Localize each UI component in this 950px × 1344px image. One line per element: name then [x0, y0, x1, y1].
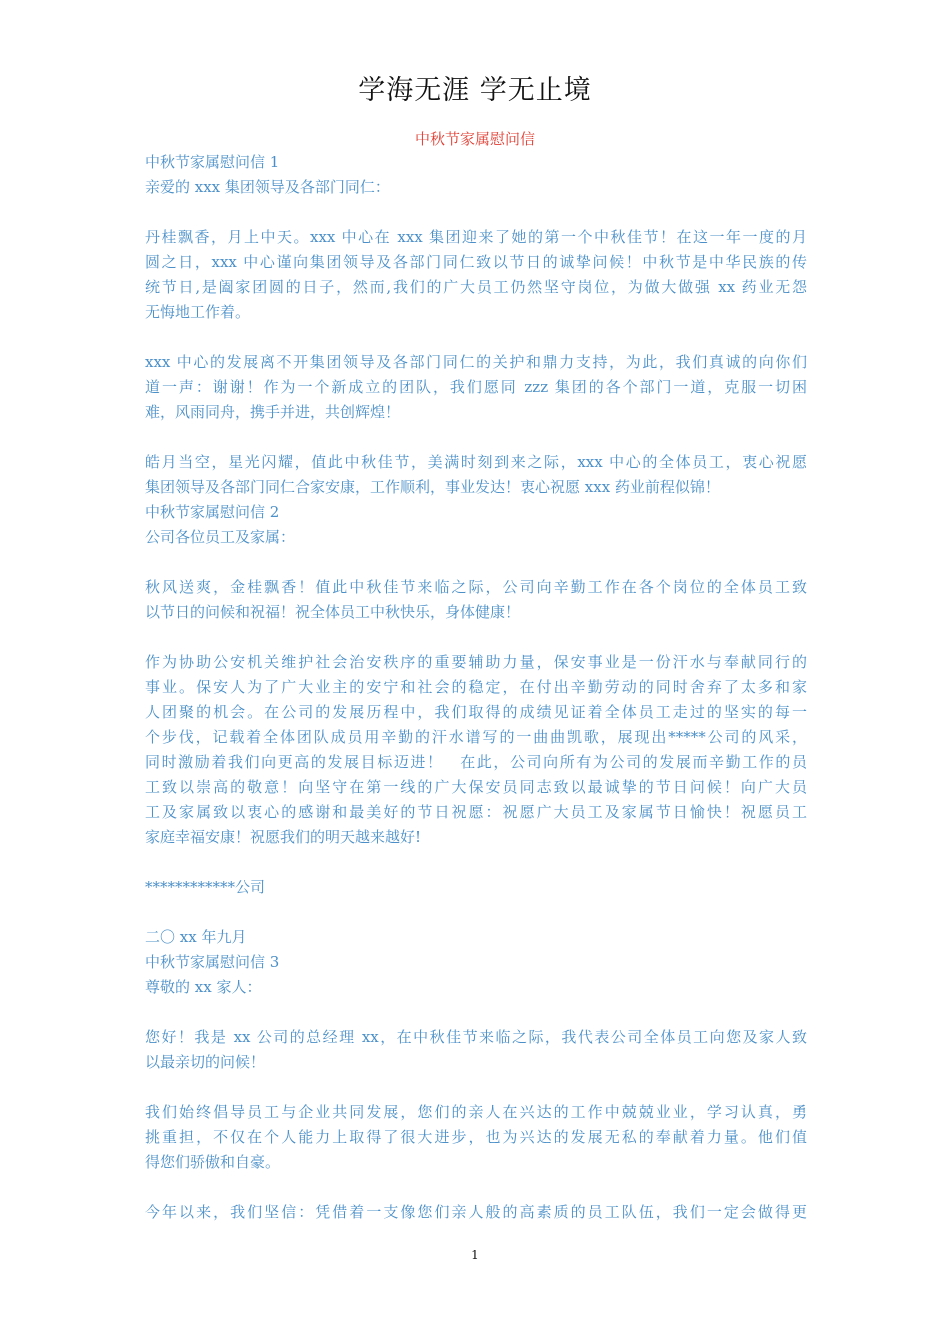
text-line: 同时激励着我们向更高的发展目标迈进！ 在此，公司向所有为公司的发展而辛勤工作的员 — [145, 753, 807, 771]
text-line: 道一声：谢谢！作为一个新成立的团队，我们愿同 zzz 集团的各个部门一道，克服一切困 — [145, 378, 807, 396]
text-line: 今年以来，我们坚信：凭借着一支像您们亲人般的高素质的员工队伍，我们一定会做得更 — [145, 1203, 807, 1221]
header-title: 学海无涯 学无止境 — [358, 75, 592, 106]
blank-line — [145, 625, 807, 650]
text-line: 人团聚的机会。在公司的发展历程中，我们取得的成绩见证着全体员工走过的坚实的每一 — [145, 703, 807, 721]
blank-line — [145, 550, 807, 575]
text-line: 统节日,是阖家团圆的日子，然而,我们的广大员工仍然坚守岗位，为做大做强 xx 药业无怨 — [145, 278, 807, 296]
text-line: 您好！我是 xx 公司的总经理 xx，在中秋佳节来临之际，我代表公司全体员工向您及家人致 — [145, 1028, 807, 1046]
blank-line — [145, 850, 807, 875]
text-line: 皓月当空，星光闪耀，值此中秋佳节，美满时刻到来之际，xxx 中心的全体员工，衷心祝愿 — [145, 453, 807, 471]
text-line: 无悔地工作着。 — [145, 303, 251, 321]
blank-line — [145, 900, 807, 925]
text-line: 中秋节家属慰问信 1 — [145, 153, 280, 171]
text-line: 圆之日，xxx 中心谨向集团领导及各部门同仁致以节日的诚挚问候！中秋节是中华民族的传 — [145, 253, 807, 271]
blank-line — [145, 200, 807, 225]
text-line: 难，风雨同舟，携手并进，共创辉煌！ — [145, 403, 401, 421]
text-line: 公司各位员工及家属： — [145, 528, 296, 546]
text-line: 工及家属致以衷心的感谢和最美好的节日祝愿：祝愿广大员工及家属节日愉快！祝愿员工 — [145, 803, 807, 821]
blank-line — [145, 1175, 807, 1200]
blank-line — [145, 1000, 807, 1025]
text-line: 我们始终倡导员工与企业共同发展，您们的亲人在兴达的工作中兢兢业业，学习认真，勇 — [145, 1103, 807, 1121]
text-line: 个步伐，记载着全体团队成员用辛勤的汗水谱写的一曲曲凯歌，展现出*****公司的风采， — [145, 728, 807, 746]
text-line: 得您们骄傲和自豪。 — [145, 1153, 281, 1171]
text-line: 中秋节家属慰问信 2 — [145, 503, 280, 521]
text-line: 二〇 xx 年九月 — [145, 928, 247, 946]
text-line: 以最亲切的问候！ — [145, 1053, 266, 1071]
text-line: 丹桂飘香，月上中天。xxx 中心在 xxx 集团迎来了她的第一个中秋佳节！在这一年一度的月 — [145, 228, 807, 246]
text-line: xxx 中心的发展离不开集团领导及各部门同仁的关护和鼎力支持，为此，我们真诚的向你们 — [145, 353, 807, 371]
document-title: 中秋节家属慰问信 — [414, 130, 535, 148]
text-line: 挑重担，不仅在个人能力上取得了很大进步，也为兴达的发展无私的奉献着力量。他们值 — [145, 1128, 807, 1146]
document-body — [145, 150, 807, 1225]
text-line: 集团领导及各部门同仁合家安康，工作顺利，事业发达！衷心祝愿 xxx 药业前程似锦！ — [145, 478, 720, 496]
blank-line — [145, 325, 807, 350]
page-number: 1 — [471, 1248, 479, 1262]
text-line: 尊敬的 xx 家人： — [145, 978, 262, 996]
text-line: 作为协助公安机关维护社会治安秩序的重要辅助力量，保安事业是一份汗水与奉献同行的 — [145, 653, 807, 671]
text-line: 家庭幸福安康！祝愿我们的明天越来越好! — [145, 828, 422, 846]
text-line: 中秋节家属慰问信 3 — [145, 953, 280, 971]
blank-line — [145, 1075, 807, 1100]
text-line: 亲爱的 xxx 集团领导及各部门同仁： — [145, 178, 390, 196]
text-line: 工致以崇高的敬意！向坚守在第一线的广大保安员同志致以最诚挚的节日问候！向广大员 — [145, 778, 807, 796]
text-line: 以节日的问候和祝福！祝全体员工中秋快乐，身体健康！ — [145, 603, 521, 621]
text-line: 秋风送爽，金桂飘香！值此中秋佳节来临之际，公司向辛勤工作在各个岗位的全体员工致 — [145, 578, 807, 596]
blank-line — [145, 425, 807, 450]
text-line: ************公司 — [145, 878, 266, 896]
text-line: 事业。保安人为了广大业主的安宁和社会的稳定，在付出辛勤劳动的同时舍弃了太多和家 — [145, 678, 807, 696]
